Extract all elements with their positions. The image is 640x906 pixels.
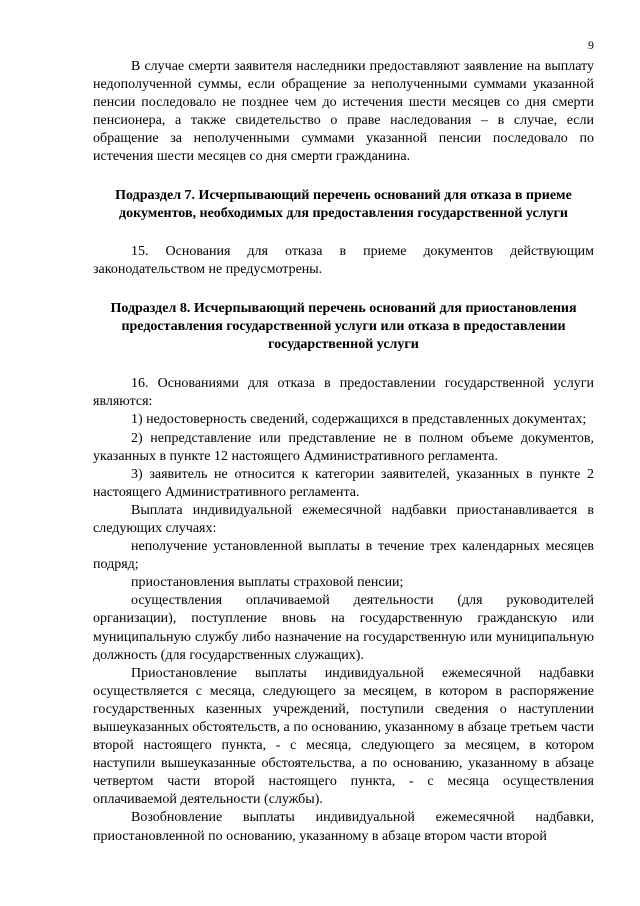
- paragraph-16: 16. Основаниями для отказа в предоставлении государственной услуги являются:: [93, 376, 594, 410]
- suspension-case-employment: осуществления оплачиваемой деятельности (для руководителей организации), поступление вновь на государственную гражданскую или муниципальную службу либо назначение на государственную или муниципальную должность (для государственных служащих).: [93, 593, 594, 663]
- suspension-case-pension: приостановления выплаты страховой пенсии;: [131, 575, 404, 591]
- list-item-2: 2) непредставление или представление не в полном объеме документов, указанных в пункте 12 настоящего Административного регламента.: [93, 430, 594, 464]
- list-item-1: 1) недостоверность сведений, содержащихся в представленных документах;: [131, 412, 587, 428]
- paragraph-inheritance: В случае смерти заявителя наследники предоставляют заявление на выплату недополученной суммы, если обращение за неполученными суммами указанной пенсии последовало не позднее чем до истечения шести месяцев со дня смерти пенсионера, а также свидетельство о праве наследования – в случае, если обращение за неполученными суммами указанной пенсии последовало по истечения шести месяцев со дня смерти гражданина.: [93, 59, 594, 165]
- paragraph-suspension-cases: Выплата индивидуальной ежемесячной надбавки приостанавливается в следующих случаях:: [93, 502, 594, 536]
- list-item-3: 3) заявитель не относится к категории заявителей, указанных в пункте 2 настоящего Административного регламента.: [93, 466, 594, 500]
- subsection-7-heading: Подраздел 7. Исчерпывающий перечень оснований для отказа в приеме документов, необходимых для предоставления государственной услуги: [115, 187, 572, 221]
- document-page: [93, 0, 594, 906]
- suspension-case-non-receipt: неполучение установленной выплаты в течение трех календарных месяцев подряд;: [93, 539, 594, 573]
- page-content: [93, 58, 594, 846]
- paragraph-15: 15. Основания для отказа в приеме документов действующим законодательством не предусмотрены.: [93, 243, 594, 277]
- subsection-8-heading: Подраздел 8. Исчерпывающий перечень оснований для приостановления предоставления государственной услуги или отказа в предоставлении государственной услуги: [110, 300, 577, 353]
- page-number: 9: [588, 38, 594, 52]
- paragraph-resumption: Возобновление выплаты индивидуальной ежемесячной надбавки, приостановленной по основанию, указанному в абзаце втором части второй: [93, 810, 594, 844]
- paragraph-suspension-effective: Приостановление выплаты индивидуальной ежемесячной надбавки осуществляется с месяца, следующего за месяцем, в котором в распоряжение государственных казенных учреждений, поступили сведения о наступлении вышеуказанных обстоятельств, а по основанию, указанному в абзаце третьем части второй настоящего пункта, - с месяца, следующего за месяцем, в котором наступили вышеуказанные обстоятельства, а по основанию, указанному в абзаце четвертом части второй настоящего пункта, - с месяца осуществления оплачиваемой деятельности (службы).: [93, 665, 594, 808]
